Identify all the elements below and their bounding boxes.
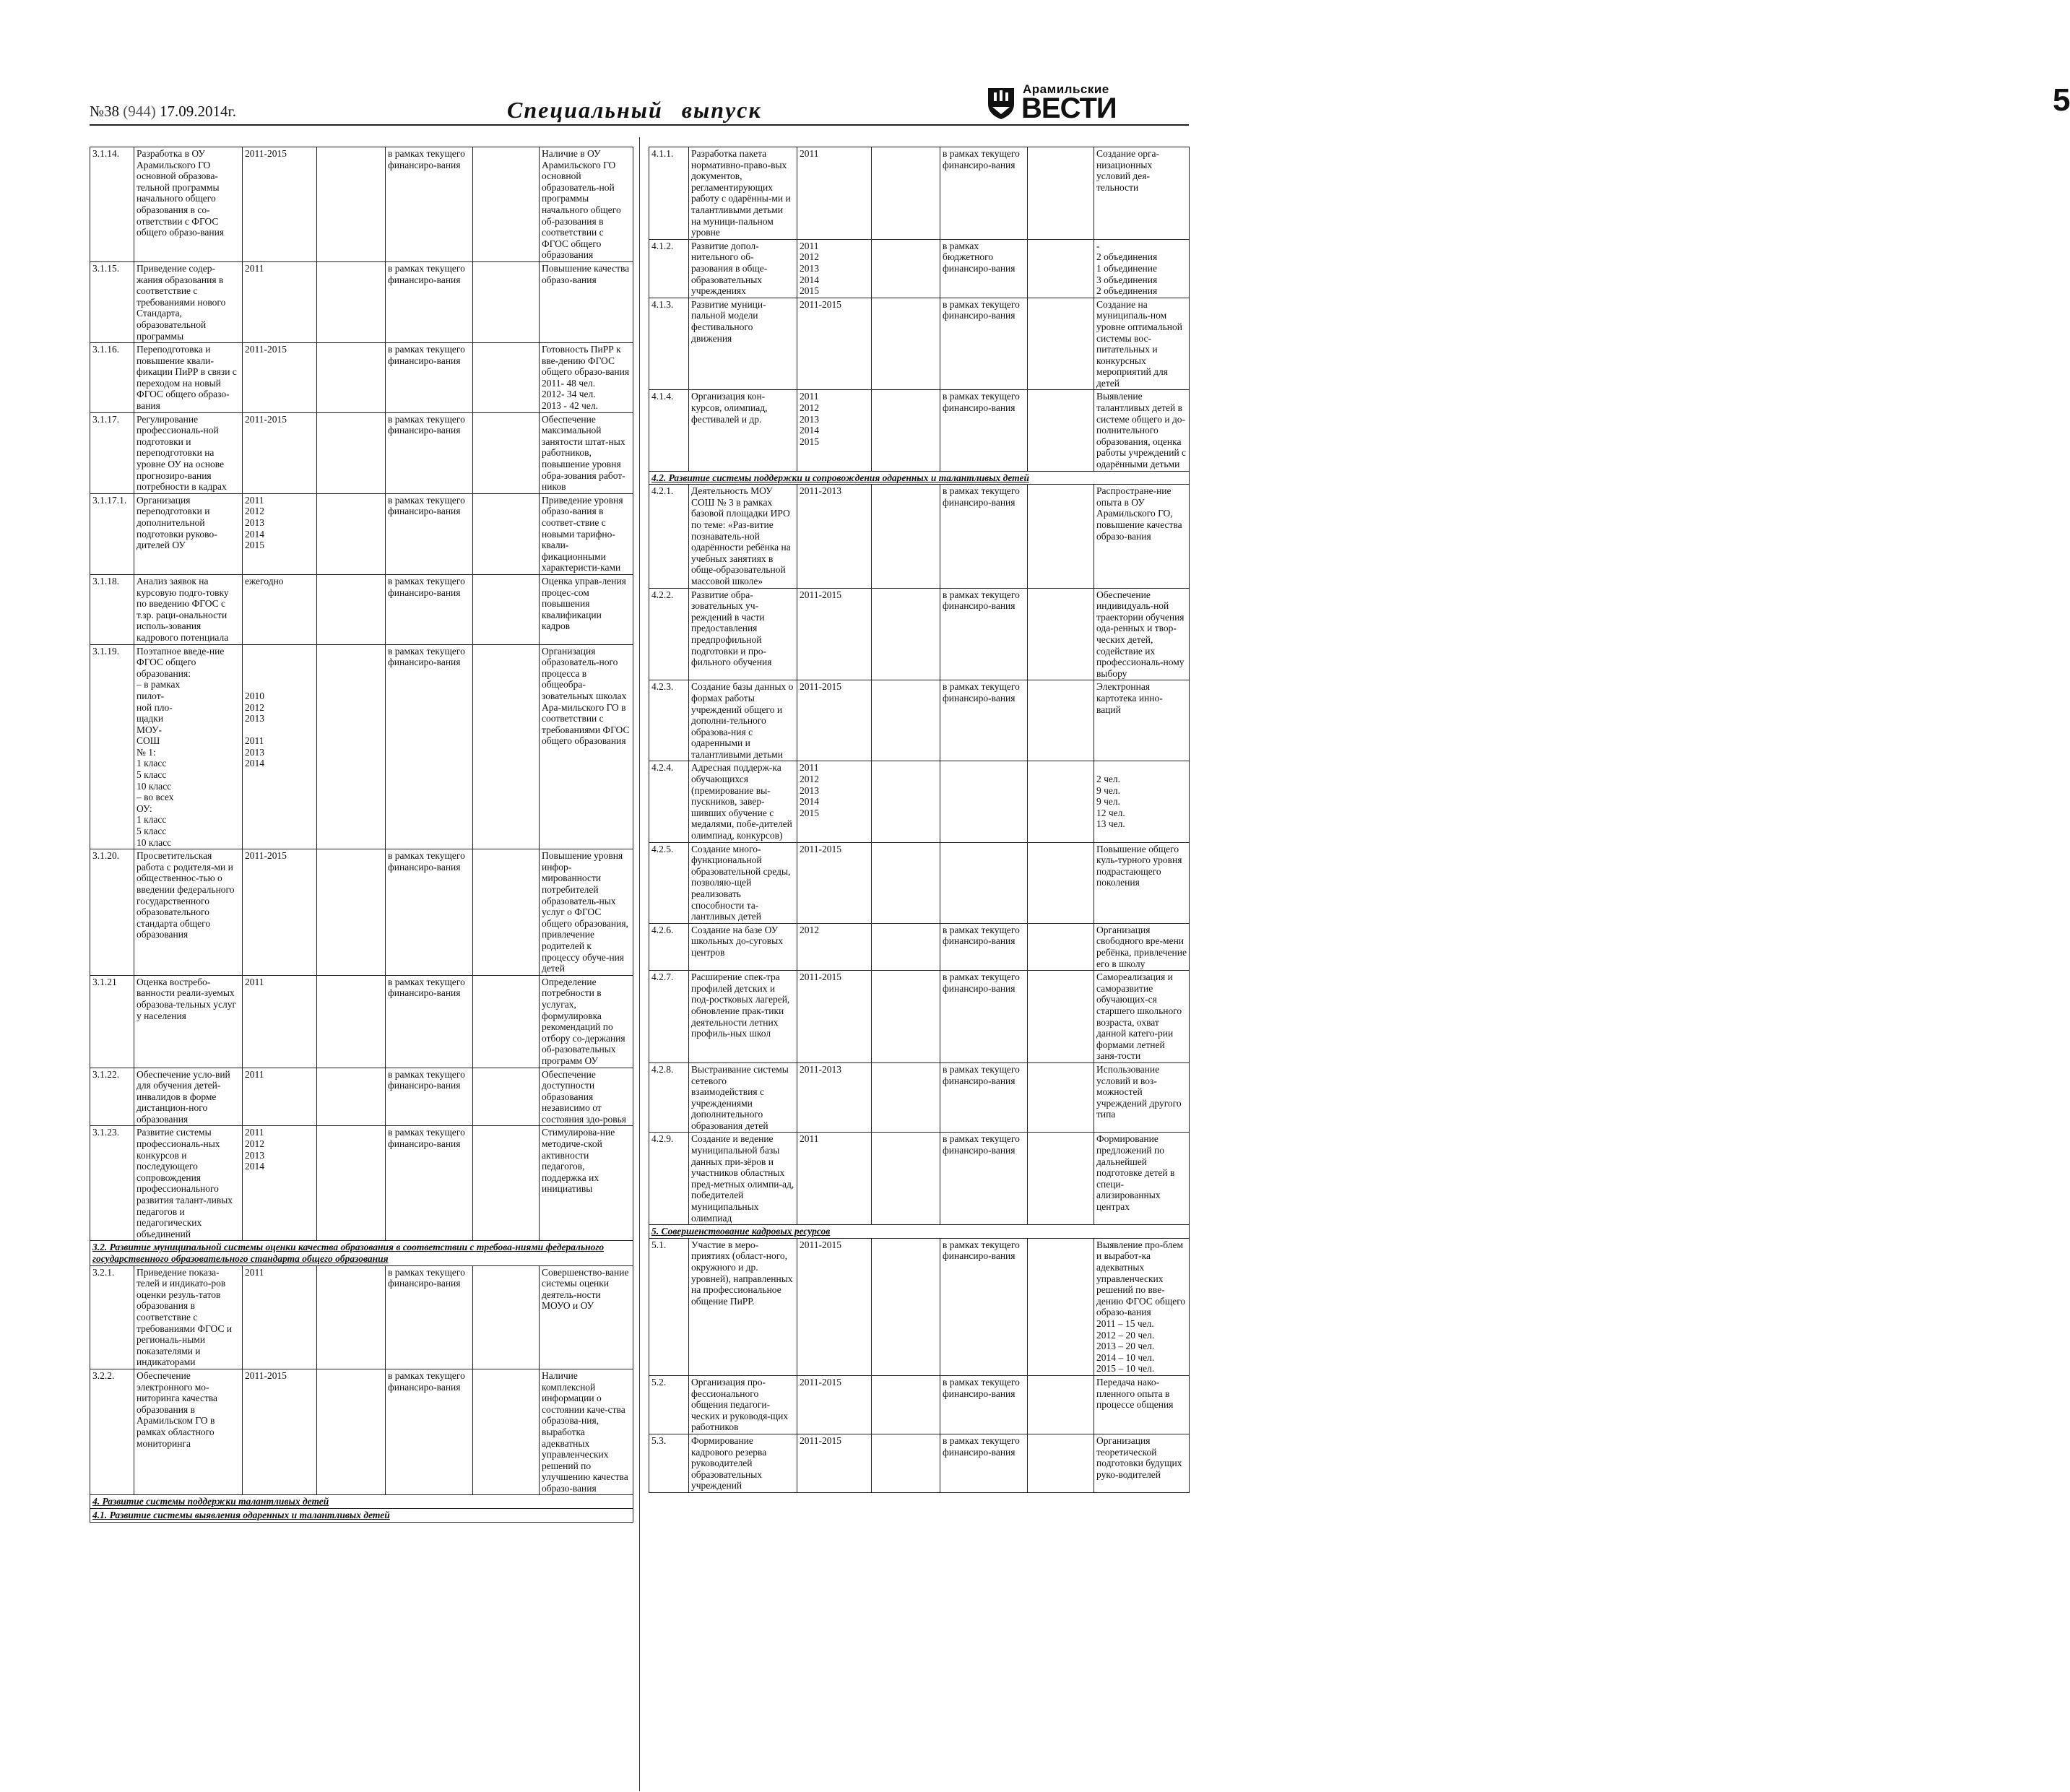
funding-source: в рамках текущего финансиро-вания — [940, 390, 1028, 471]
item-number: 3.1.21 — [90, 975, 134, 1068]
activity-description: Оценка востребо-ванности реали-зуемых образова-тельных услуг у населения — [134, 975, 243, 1068]
item-number: 4.1.1. — [649, 147, 689, 240]
table-row — [90, 644, 633, 849]
budget-value — [473, 849, 540, 976]
period: 2012 — [797, 923, 872, 970]
budget-value — [473, 1369, 540, 1495]
logo-small-text: Арамильские — [1023, 82, 1109, 96]
activity-description: Адресная поддерж-ка обучающихся (премирование вы-пускников, завер-шивших обучение с медалями, побе-дителей олимпиад, конкурсов) — [689, 761, 797, 842]
funding-source: в рамках текущего финансиро-вания — [386, 644, 473, 849]
funding-source: в рамках текущего финансиро-вания — [940, 588, 1028, 680]
funding-amount — [317, 1369, 386, 1495]
expected-result: Организация теоретической подготовки будущих руко-водителей — [1094, 1434, 1190, 1492]
funding-source: в рамках текущего финансиро-вания — [940, 1133, 1028, 1225]
issue-info — [90, 103, 236, 121]
section-heading: 5. Совершенствование кадровых ресурсов — [649, 1225, 1190, 1239]
expected-result: Создание на муниципаль-ном уровне оптимальной системы вос-питательных и конкурсных мероприятий для детей — [1094, 298, 1190, 390]
item-number: 4.2.1. — [649, 485, 689, 588]
page-number: 5 — [2053, 82, 2070, 118]
funding-source: в рамках текущего финансиро-вания — [386, 147, 473, 262]
item-number: 3.1.19. — [90, 644, 134, 849]
funding-source: в рамках текущего финансиро-вания — [940, 971, 1028, 1063]
table-row — [649, 680, 1190, 761]
budget-value — [473, 975, 540, 1068]
funding-amount — [317, 574, 386, 644]
funding-amount — [317, 1068, 386, 1126]
funding-source — [940, 842, 1028, 923]
expected-result: Повышение качества образо-вания — [540, 261, 633, 342]
activity-description: Просветительская работа с родителя-ми и общественнос-тью о введении федерального государственного образовательного стандарта общего образования — [134, 849, 243, 976]
expected-result: Распростране-ние опыта в ОУ Арамильского ГО, повышение качества образо-вания — [1094, 485, 1190, 588]
item-number: 3.1.22. — [90, 1068, 134, 1126]
period: 2011 — [243, 1265, 317, 1369]
item-number: 3.1.18. — [90, 574, 134, 644]
period: 2010 2012 2013 2011 2013 2014 — [243, 644, 317, 849]
table-row — [649, 588, 1190, 680]
budget-value — [473, 1126, 540, 1241]
funding-amount — [872, 239, 940, 298]
item-number: 3.1.17.1. — [90, 493, 134, 574]
table-row — [649, 1238, 1190, 1375]
funding-source: в рамках текущего финансиро-вания — [386, 412, 473, 493]
period: 2011 2012 2013 2014 2015 — [797, 390, 872, 471]
table-row — [90, 1265, 633, 1369]
funding-source: в рамках текущего финансиро-вания — [940, 1434, 1028, 1492]
activity-description: Приведение показа-телей и индикато-ров оценки резуль-татов образования в соответствие с требованиями ФГОС и региональ-ными показателями и индикаторами — [134, 1265, 243, 1369]
right-table — [649, 147, 1190, 1493]
section-heading: 4.1. Развитие системы выявления одаренных и талантливых детей — [90, 1509, 633, 1523]
funding-amount — [317, 1265, 386, 1369]
activity-description: Формирование кадрового резерва руководителей образовательных учреждений — [689, 1434, 797, 1492]
funding-source: в рамках бюджетного финансиро-вания — [940, 239, 1028, 298]
period: 2011 2012 2013 2014 — [243, 1126, 317, 1241]
funding-source: в рамках текущего финансиро-вания — [386, 1068, 473, 1126]
funding-amount — [872, 680, 940, 761]
expected-result: Создание орга-низационных условий дея-тельности — [1094, 147, 1190, 240]
left-table — [90, 147, 633, 1523]
expected-result: Использование условий и воз-можностей учреждений другого типа — [1094, 1062, 1190, 1133]
funding-source: в рамках текущего финансиро-вания — [940, 923, 1028, 970]
period: 2011-2015 — [243, 412, 317, 493]
activity-description: Создание на базе ОУ школьных до-суговых центров — [689, 923, 797, 970]
table-row — [649, 298, 1190, 390]
expected-result: Повышение уровня инфор-мированности потребителей образователь-ных услуг о ФГОС общего образования, привлечение родителей к процессу обуче-ния детей — [540, 849, 633, 976]
section-heading: 3.2. Развитие муниципальной системы оценки качества образования в соответствии с требова-ниями федерального государственного образовательного стандарта общего образования — [90, 1241, 633, 1265]
section-heading: 4.2. Развитие системы поддержки и сопровождения одаренных и талантливых детей — [649, 471, 1190, 485]
activity-description: Анализ заявок на курсовую подго-товку по введению ФГОС с т.зр. раци-ональности исполь-зования кадрового потенциала — [134, 574, 243, 644]
column-divider — [639, 137, 640, 1791]
item-number: 4.2.6. — [649, 923, 689, 970]
budget-value — [473, 644, 540, 849]
table-row — [90, 412, 633, 493]
budget-value — [1028, 680, 1094, 761]
period: 2011 — [797, 147, 872, 240]
funding-source: в рамках текущего финансиро-вания — [940, 485, 1028, 588]
budget-value — [473, 147, 540, 262]
newspaper-logo — [985, 82, 2070, 124]
activity-description: Развитие муници-пальной модели фестивального движения — [689, 298, 797, 390]
period: 2011 — [243, 975, 317, 1068]
budget-value — [1028, 1062, 1094, 1133]
expected-result: Обеспечение доступности образования независимо от состояния здо-ровья — [540, 1068, 633, 1126]
expected-result: Формирование предложений по дальнейшей подготовке детей в специ-ализированных центрах — [1094, 1133, 1190, 1225]
funding-amount — [872, 1133, 940, 1225]
budget-value — [473, 493, 540, 574]
expected-result: Выявление талантливых детей в системе общего и до-полнительного образования, оценка работы учреждений с одарёнными детьми — [1094, 390, 1190, 471]
period: 2011-2015 — [797, 1434, 872, 1492]
item-number: 4.2.8. — [649, 1062, 689, 1133]
funding-amount — [872, 1434, 940, 1492]
funding-amount — [317, 1126, 386, 1241]
funding-source: в рамках текущего финансиро-вания — [386, 493, 473, 574]
item-number: 4.2.7. — [649, 971, 689, 1063]
activity-description: Развитие обра-зовательных уч-реждений в части предоставления предпрофильной подготовки и про-фильного обучения — [689, 588, 797, 680]
item-number: 4.1.4. — [649, 390, 689, 471]
section-heading-row — [649, 1225, 1190, 1239]
period: 2011-2015 — [797, 1238, 872, 1375]
period: ежегодно — [243, 574, 317, 644]
period: 2011-2015 — [797, 842, 872, 923]
activity-description: Развитие системы профессиональ-ных конкурсов и последующего сопровождения профессионального развития талант-ливых педагогов и педагогических объединений — [134, 1126, 243, 1241]
item-number: 3.1.14. — [90, 147, 134, 262]
activity-description: Разработка в ОУ Арамильского ГО основной образова-тельной программы начального общего образования в со-ответствии с ФГОС общего образо-вания — [134, 147, 243, 262]
budget-value — [473, 1068, 540, 1126]
expected-result: Обеспечение индивидуаль-ной траектории обучения ода-ренных и твор-ческих детей, содействие их профессиональ-ному выбору — [1094, 588, 1190, 680]
activity-description: Организация кон-курсов, олимпиад, фестивалей и др. — [689, 390, 797, 471]
table-row — [90, 574, 633, 644]
funding-source: в рамках текущего финансиро-вания — [940, 1238, 1028, 1375]
activity-description: Деятельность МОУ СОШ № 3 в рамках базовой площадки ИРО по теме: «Раз-витие познаватель-ной одарённости ребёнка на учебных занятиях в обще-образовательной массовой школе» — [689, 485, 797, 588]
item-number: 5.3. — [649, 1434, 689, 1492]
table-row — [90, 1068, 633, 1126]
funding-source — [940, 761, 1028, 842]
funding-source: в рамках текущего финансиро-вания — [940, 680, 1028, 761]
table-row — [90, 343, 633, 413]
item-number: 3.2.1. — [90, 1265, 134, 1369]
expected-result: Самореализация и саморазвитие обучающих-ся старшего школьного возраста, охват данной катего-рии формами летней заня-тости — [1094, 971, 1190, 1063]
funding-source: в рамках текущего финансиро-вания — [386, 343, 473, 413]
funding-source: в рамках текущего финансиро-вания — [386, 261, 473, 342]
budget-value — [1028, 1133, 1094, 1225]
activity-description: Организация про-фессионального общения педагоги-ческих и руководя-щих работников — [689, 1375, 797, 1434]
expected-result: - 2 объединения 1 объединение 3 объединения 2 объединения — [1094, 239, 1190, 298]
period: 2011-2015 — [797, 1375, 872, 1434]
budget-value — [1028, 842, 1094, 923]
expected-result: Определение потребности в услугах, формулировка рекомендаций по отбору со-держания об-разовательных программ ОУ — [540, 975, 633, 1068]
table-row — [649, 1133, 1190, 1225]
item-number: 3.1.16. — [90, 343, 134, 413]
expected-result: Выявление про-блем и выработ-ка адекватных управленческих решений по вве-дению ФГОС общего образо-вания 2011 – 15 чел. 2012 – 20 чел. 2013 – 20 чел. 2014 – 10 чел. 2015 – 10 чел. — [1094, 1238, 1190, 1375]
item-number: 3.1.17. — [90, 412, 134, 493]
item-number: 3.1.23. — [90, 1126, 134, 1241]
activity-description: Создание и ведение муниципальной базы данных при-зёров и участников областных пред-метных олимпи-ад, победителей муниципальных олимпиад — [689, 1133, 797, 1225]
period: 2011-2015 — [243, 849, 317, 976]
table-row — [90, 147, 633, 262]
period: 2011-2015 — [797, 971, 872, 1063]
table-row — [649, 147, 1190, 240]
item-number: 4.2.3. — [649, 680, 689, 761]
item-number: 3.2.2. — [90, 1369, 134, 1495]
budget-value — [1028, 390, 1094, 471]
budget-value — [473, 574, 540, 644]
period: 2011-2015 — [243, 1369, 317, 1495]
item-number: 4.2.4. — [649, 761, 689, 842]
period: 2011 2012 2013 2014 2015 — [797, 761, 872, 842]
period: 2011-2015 — [797, 298, 872, 390]
funding-amount — [872, 147, 940, 240]
table-row — [90, 1369, 633, 1495]
table-row — [649, 239, 1190, 298]
funding-source: в рамках текущего финансиро-вания — [386, 574, 473, 644]
funding-source: в рамках текущего финансиро-вания — [940, 1062, 1028, 1133]
table-row — [649, 1375, 1190, 1434]
funding-source: в рамках текущего финансиро-вания — [940, 147, 1028, 240]
funding-amount — [317, 493, 386, 574]
table-row — [90, 1126, 633, 1241]
period: 2011-2015 — [797, 588, 872, 680]
page-header — [90, 79, 2070, 124]
period: 2011 2012 2013 2014 2015 — [797, 239, 872, 298]
funding-source: в рамках текущего финансиро-вания — [386, 849, 473, 976]
budget-value — [473, 1265, 540, 1369]
activity-description: Создание базы данных о формах работы учреждений общего и дополни-тельного образова-ния с одаренными и талантливыми детьми — [689, 680, 797, 761]
budget-value — [1028, 1375, 1094, 1434]
budget-value — [473, 412, 540, 493]
funding-amount — [872, 1375, 940, 1434]
funding-amount — [317, 849, 386, 976]
period: 2011-2015 — [243, 147, 317, 262]
period: 2011 — [243, 261, 317, 342]
funding-amount — [872, 485, 940, 588]
funding-amount — [872, 588, 940, 680]
issue-number: (944) — [123, 103, 156, 120]
table-row — [90, 493, 633, 574]
budget-value — [473, 343, 540, 413]
funding-source: в рамках текущего финансиро-вания — [940, 298, 1028, 390]
expected-result: Готовность ПиРР к вве-дению ФГОС общего образо-вания 2011- 48 чел. 2012- 34 чел. 2013 - 42 чел. — [540, 343, 633, 413]
expected-result: Электронная картотека инно-ваций — [1094, 680, 1190, 761]
activity-description: Переподготовка и повышение квали-фикации ПиРР в связи с переходом на новый ФГОС общего образо-вания — [134, 343, 243, 413]
expected-result: Организация свободного вре-мени ребёнка, привлечение его в школу — [1094, 923, 1190, 970]
period: 2011 — [797, 1133, 872, 1225]
budget-value — [1028, 588, 1094, 680]
table-row — [649, 971, 1190, 1063]
expected-result: Наличие комплексной информации о состоянии каче-ства образова-ния, выработка адекватных управленческих решений по улучшению качества образо-вания — [540, 1369, 633, 1495]
period: 2011 2012 2013 2014 2015 — [243, 493, 317, 574]
table-row — [649, 1434, 1190, 1492]
item-number: 4.1.3. — [649, 298, 689, 390]
funding-amount — [317, 412, 386, 493]
left-column — [90, 147, 633, 1523]
activity-description: Приведение содер-жания образования в соответствие с требованиями нового Стандарта, образовательной программы — [134, 261, 243, 342]
table-row — [649, 761, 1190, 842]
funding-amount — [872, 842, 940, 923]
section-heading-row — [90, 1495, 633, 1509]
expected-result: Стимулирова-ние методиче-ской активности педагогов, поддержка их инициативы — [540, 1126, 633, 1241]
period: 2011-2013 — [797, 485, 872, 588]
funding-amount — [872, 298, 940, 390]
activity-description: Расширение спек-тра профилей детских и под-ростковых лагерей, обновление прак-тики деятельности летних профиль-ных школ — [689, 971, 797, 1063]
period: 2011 — [243, 1068, 317, 1126]
funding-source: в рамках текущего финансиро-вания — [386, 1126, 473, 1241]
activity-description: Разработка пакета нормативно-право-вых документов, регламентирующих работу с одарённы-ми и талантливыми детьми на муници-пальном уровне — [689, 147, 797, 240]
item-number: 5.2. — [649, 1375, 689, 1434]
period: 2011-2013 — [797, 1062, 872, 1133]
logo-big-text: ВЕСТИ — [1021, 92, 1117, 124]
funding-amount — [317, 975, 386, 1068]
item-number: 4.2.9. — [649, 1133, 689, 1225]
expected-result: Оценка управ-ления процес-сом повышения квалификации кадров — [540, 574, 633, 644]
activity-description: Обеспечение электронного мо-ниторинга качества образования в Арамильском ГО в рамках областного мониторинга — [134, 1369, 243, 1495]
item-number: 3.1.20. — [90, 849, 134, 976]
expected-result: Приведение уровня образо-вания в соответ-ствие с новыми тарифно-квали-фикационными характеристи-ками — [540, 493, 633, 574]
expected-result: Наличие в ОУ Арамильского ГО основной образователь-ной программы начального общего об-разования в соответствии с ФГОС общего образования — [540, 147, 633, 262]
table-row — [649, 485, 1190, 588]
issue-date: 17.09.2014г. — [160, 103, 237, 120]
funding-amount — [872, 1062, 940, 1133]
table-row — [649, 923, 1190, 970]
period: 2011-2015 — [797, 680, 872, 761]
budget-value — [1028, 147, 1094, 240]
item-number: 4.2.5. — [649, 842, 689, 923]
funding-amount — [872, 761, 940, 842]
table-row — [649, 390, 1190, 471]
item-number: 3.1.15. — [90, 261, 134, 342]
section-title: Специальный выпуск — [507, 97, 762, 123]
section-heading-row — [90, 1241, 633, 1265]
activity-description: Обеспечение усло-вий для обучения детей-инвалидов в форме дистанцион-ного образования — [134, 1068, 243, 1126]
budget-value — [1028, 239, 1094, 298]
budget-value — [1028, 761, 1094, 842]
budget-value — [1028, 1238, 1094, 1375]
expected-result: Организация образователь-ного процесса в общеобра-зовательных школах Ара-мильского ГО в соответствии с требованиями ФГОС общего образования — [540, 644, 633, 849]
table-row — [90, 975, 633, 1068]
funding-amount — [317, 261, 386, 342]
funding-amount — [872, 923, 940, 970]
table-row — [649, 1062, 1190, 1133]
funding-amount — [872, 390, 940, 471]
item-number: 4.2.2. — [649, 588, 689, 680]
activity-description: Участие в меро-приятиях (област-ного, окружного и др. уровней), направленных на профессиональное общение ПиРР. — [689, 1238, 797, 1375]
item-number: 4.1.2. — [649, 239, 689, 298]
activity-description: Организация переподготовки и дополнительной подготовки руково-дителей ОУ — [134, 493, 243, 574]
expected-result: Передача нако-пленного опыта в процессе общения — [1094, 1375, 1190, 1434]
budget-value — [1028, 923, 1094, 970]
budget-value — [1028, 1434, 1094, 1492]
coat-of-arms-icon — [985, 85, 1017, 120]
expected-result: Совершенство-вание системы оценки деятель-ности МОУО и ОУ — [540, 1265, 633, 1369]
funding-amount — [872, 1238, 940, 1375]
table-row — [649, 842, 1190, 923]
expected-result: Обеспечение максимальной занятости штат-ных работников, повышение уровня обра-зования работ-ников — [540, 412, 633, 493]
section-heading-row — [90, 1509, 633, 1523]
budget-value — [1028, 971, 1094, 1063]
item-number: 5.1. — [649, 1238, 689, 1375]
funding-amount — [872, 971, 940, 1063]
header-rule — [90, 124, 1189, 126]
issue-prefix: №38 — [90, 103, 120, 120]
funding-amount — [317, 343, 386, 413]
funding-source: в рамках текущего финансиро-вания — [386, 975, 473, 1068]
section-heading: 4. Развитие системы поддержки талантливых детей — [90, 1495, 633, 1509]
budget-value — [473, 261, 540, 342]
budget-value — [1028, 298, 1094, 390]
expected-result: 2 чел. 9 чел. 9 чел. 12 чел. 13 чел. — [1094, 761, 1190, 842]
activity-description: Регулирование профессиональ-ной подготовки и переподготовки на уровне ОУ на основе прогнозиро-вания потребности в кадрах — [134, 412, 243, 493]
activity-description: Поэтапное введе-ние ФГОС общего образования: – в рамках пилот- ной пло- щадки МОУ- СОШ № 1: 1 класс 5 класс 10 класс – во всех ОУ: 1 класс 5 класс 10 класс — [134, 644, 243, 849]
funding-source: в рамках текущего финансиро-вания — [386, 1369, 473, 1495]
period: 2011-2015 — [243, 343, 317, 413]
expected-result: Повышение общего куль-турного уровня подрастающего поколения — [1094, 842, 1190, 923]
funding-source: в рамках текущего финансиро-вания — [386, 1265, 473, 1369]
section-heading-row — [649, 471, 1190, 485]
budget-value — [1028, 485, 1094, 588]
funding-amount — [317, 147, 386, 262]
right-column — [649, 147, 1189, 1493]
funding-amount — [317, 644, 386, 849]
table-row — [90, 261, 633, 342]
activity-description: Выстраивание системы сетевого взаимодействия с учреждениями дополнительного образования детей — [689, 1062, 797, 1133]
table-row — [90, 849, 633, 976]
funding-source: в рамках текущего финансиро-вания — [940, 1375, 1028, 1434]
activity-description: Создание много-функциональной образовательной среды, позволяю-щей реализовать способности та-лантливых детей — [689, 842, 797, 923]
activity-description: Развитие допол-нительного об-разования в обще-образовательных учреждениях — [689, 239, 797, 298]
